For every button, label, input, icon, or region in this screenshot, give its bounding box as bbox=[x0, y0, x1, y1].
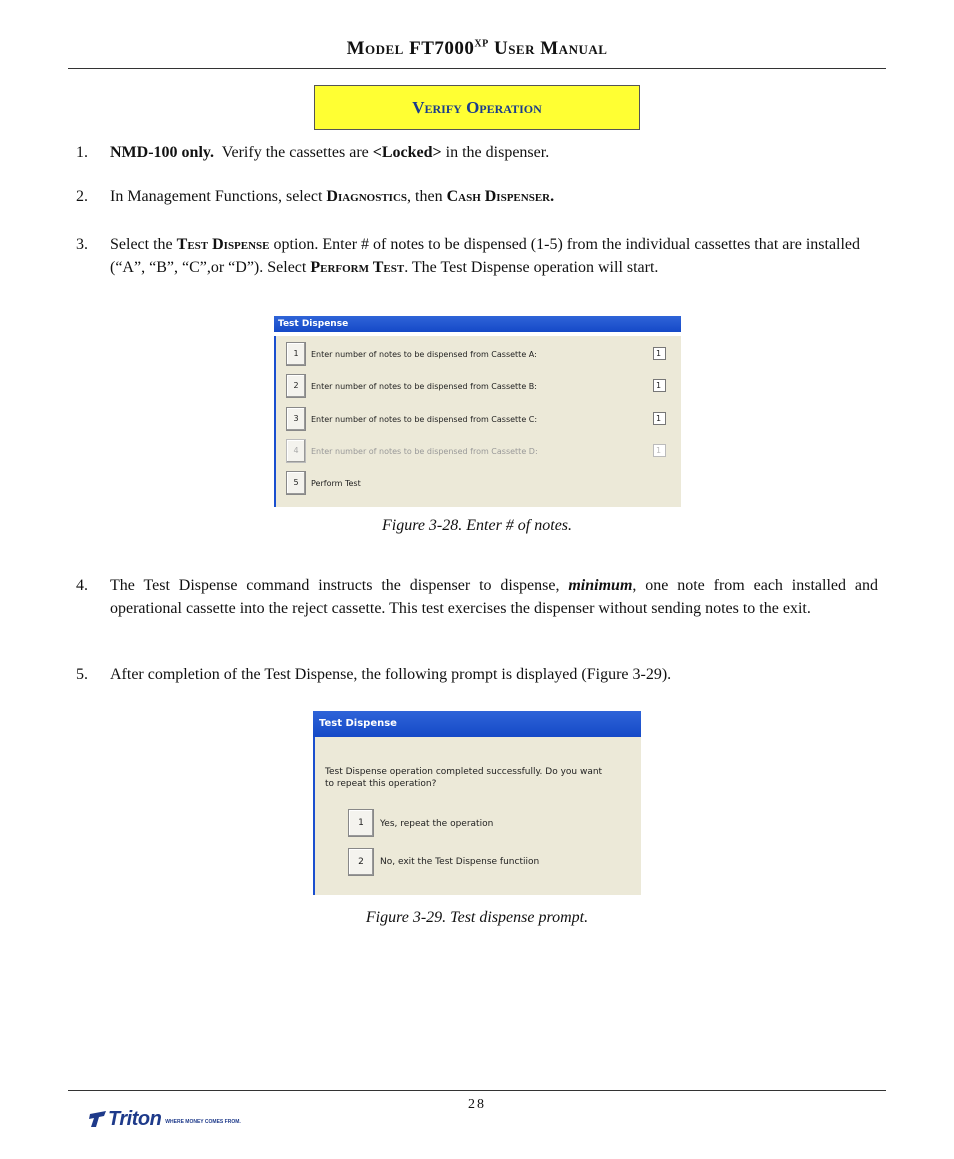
step-text bbox=[110, 574, 878, 620]
step-text-part: , then bbox=[407, 188, 447, 205]
figure-3-29-caption: Figure 3-29. Test dispense prompt. bbox=[365, 909, 589, 926]
step-number: 1. bbox=[76, 144, 88, 161]
cassette-c-count[interactable]: 1 bbox=[653, 412, 666, 425]
step-text-tail: . bbox=[550, 188, 555, 205]
step-text-part: The Test Dispense command instructs the dispenser to dispense, bbox=[110, 577, 569, 594]
cassette-b-label: Enter number of notes to be dispensed from Cassette B: bbox=[311, 382, 537, 391]
step-number: 5. bbox=[76, 666, 88, 683]
key-1-button[interactable]: 1 bbox=[286, 342, 306, 366]
menu-name-diagnostics: Diagnostics bbox=[326, 188, 408, 205]
triton-logo-icon bbox=[88, 1110, 108, 1128]
cassette-a-label: Enter number of notes to be dispensed from Cassette A: bbox=[311, 350, 537, 359]
option-name-perform-test: Perform Test bbox=[310, 259, 405, 276]
test-dispense-window bbox=[274, 316, 681, 507]
section-title-box bbox=[314, 85, 640, 130]
window-body bbox=[313, 737, 641, 895]
step-text: After completion of the Test Dispense, the following prompt is displayed (Figure 3-29). bbox=[110, 666, 672, 683]
step-text bbox=[110, 185, 878, 208]
prompt-message-line1: Test Dispense operation completed successfully. Do you want bbox=[325, 767, 603, 777]
page-number: 28 bbox=[468, 1097, 486, 1112]
step-bold: NMD-100 only. bbox=[110, 144, 214, 161]
step-text-tail: , one note from each installed and operational cassette into the reject cassette. This test exercises the dispenser without sending notes to the exit. bbox=[110, 577, 878, 617]
step-text-part: In Management Functions, select bbox=[110, 188, 327, 205]
logo-tagline: WHERE MONEY COMES FROM. bbox=[165, 1119, 241, 1125]
step-text-part: Verify the cassettes are bbox=[214, 144, 373, 161]
cassette-b-count[interactable]: 1 bbox=[653, 379, 666, 392]
header-rule bbox=[68, 68, 886, 69]
step-text-part: Select the bbox=[110, 236, 177, 253]
key-5-button[interactable]: 5 bbox=[286, 471, 306, 495]
prompt-message-line2: to repeat this operation? bbox=[325, 779, 437, 789]
cassette-d-label: Enter number of notes to be dispensed from Cassette D: bbox=[311, 447, 538, 456]
step-text bbox=[110, 233, 878, 279]
header-title-rest: User Manual bbox=[488, 38, 608, 59]
step-text-part: option. Enter # of notes to be dispensed (1-5) from the individual cassettes that are installed (“A”, “B”, “C”,or “D”). Select bbox=[110, 236, 861, 276]
option-2-label: No, exit the Test Dispense functiion bbox=[380, 857, 540, 867]
key-4-button[interactable]: 4 bbox=[286, 439, 306, 463]
step-number: 2. bbox=[76, 188, 88, 205]
key-2-button[interactable]: 2 bbox=[286, 374, 306, 398]
section-title: Verify Operation bbox=[412, 97, 542, 117]
window-titlebar: Test Dispense bbox=[274, 316, 681, 332]
step-text bbox=[110, 141, 878, 164]
menu-name-cash-dispenser: Cash Dispenser bbox=[446, 188, 551, 205]
step-number: 4. bbox=[76, 577, 88, 594]
footer-rule bbox=[68, 1090, 886, 1091]
option-name-test-dispense: Test Dispense bbox=[176, 236, 270, 253]
cassette-c-label: Enter number of notes to be dispensed from Cassette C: bbox=[311, 415, 538, 424]
option-1-button[interactable]: 1 bbox=[348, 809, 374, 837]
header-title-model: Model FT7000 bbox=[346, 38, 475, 59]
step-number: 3. bbox=[76, 236, 88, 253]
test-dispense-prompt-window bbox=[313, 711, 641, 895]
perform-test-label: Perform Test bbox=[311, 479, 361, 488]
emphasis-minimum: minimum bbox=[568, 577, 633, 594]
triton-logo bbox=[88, 1108, 241, 1130]
step-text-tail: in the dispenser. bbox=[441, 144, 550, 161]
logo-wordmark: Triton bbox=[108, 1107, 162, 1130]
cassette-a-count[interactable]: 1 bbox=[653, 347, 666, 360]
figure-3-28-caption: Figure 3-28. Enter # of notes. bbox=[381, 517, 573, 534]
option-1-label: Yes, repeat the operation bbox=[380, 819, 494, 829]
option-2-button[interactable]: 2 bbox=[348, 848, 374, 876]
step-text-tail: . The Test Dispense operation will start. bbox=[404, 259, 659, 276]
window-body bbox=[274, 336, 681, 507]
header-title-sup: XP bbox=[474, 38, 489, 50]
locked-label: <Locked> bbox=[372, 144, 442, 161]
page-header-title bbox=[0, 38, 954, 60]
cassette-d-count[interactable]: 1 bbox=[653, 444, 666, 457]
window-titlebar: Test Dispense bbox=[313, 711, 641, 737]
key-3-button[interactable]: 3 bbox=[286, 407, 306, 431]
